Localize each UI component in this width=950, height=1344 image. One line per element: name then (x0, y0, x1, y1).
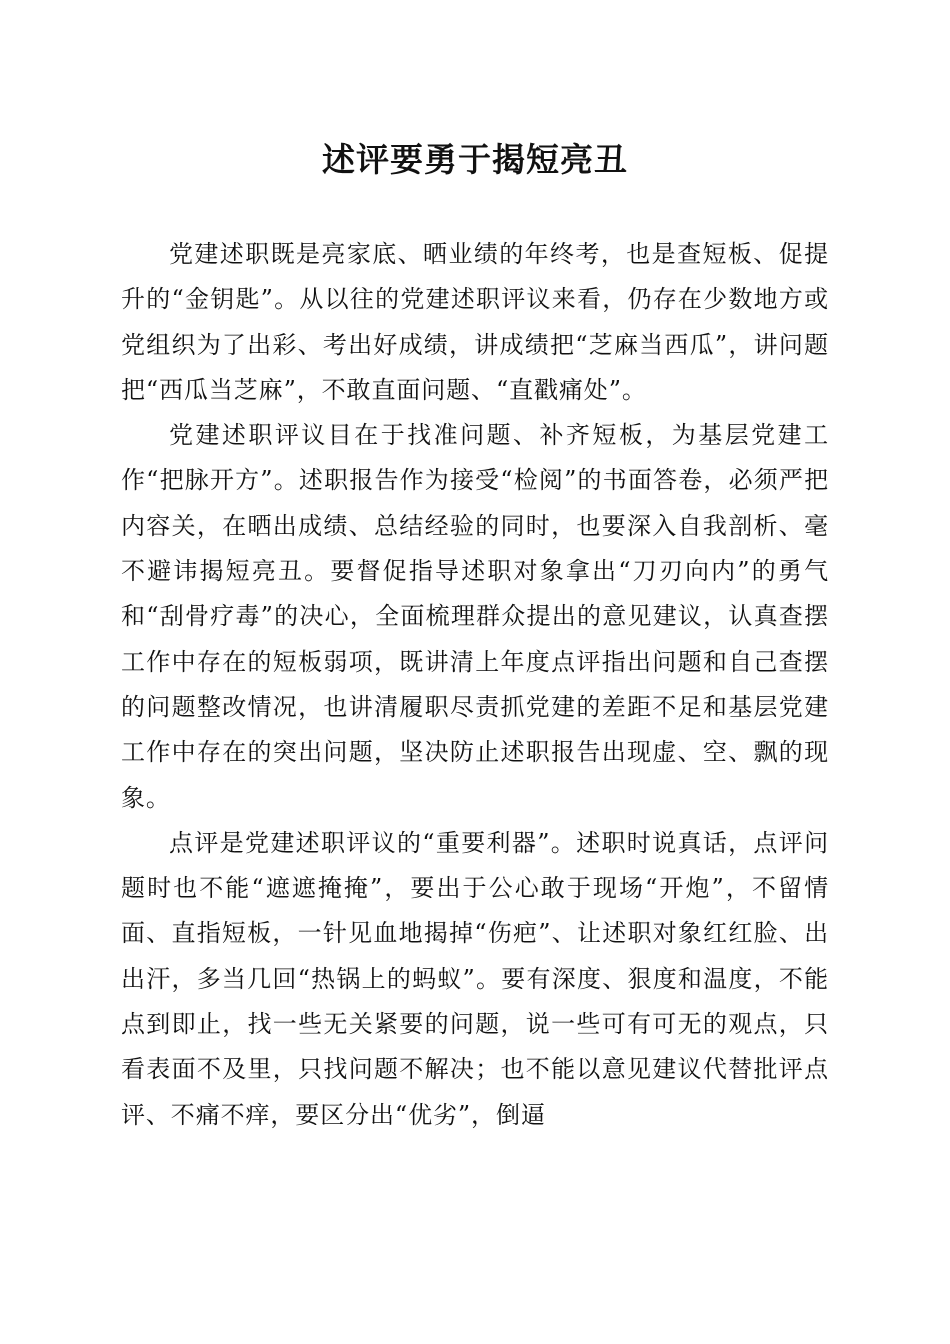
document-body (121, 232, 829, 1138)
paragraph-3: 点评是党建述职评议的“重要利器”。述职时说真话，点评问题时也不能“遮遮掩掩”，要出于公心敢于现场“开炮”，不留情面、直指短板，一针见血地揭掉“伤疤”、让述职对象红红脸、出出汗，多当几回“热锅上的蚂蚁”。要有深度、狠度和温度，不能点到即止，找一些无关紧要的问题，说一些可有可无的观点，只看表面不及里，只找问题不解决；也不能以意见建议代替批评点评、不痛不痒，要区分出“优劣”，倒逼 (121, 828, 829, 1129)
paragraph-2: 党建述职评议目在于找准问题、补齐短板，为基层党建工作“把脉开方”。述职报告作为接受“检阅”的书面答卷，必须严把内容关，在晒出成绩、总结经验的同时，也要深入自我剖析、毫不避讳揭短亮丑。要督促指导述职对象拿出“刀刃向内”的勇气和“刮骨疗毒”的决心，全面梳理群众提出的意见建议，认真查摆工作中存在的短板弱项，既讲清上年度点评指出问题和自己查摆的问题整改情况，也讲清履职尽责抓党建的差距不足和基层党建工作中存在的突出问题，坚决防止述职报告出现虚、空、飘的现象。 (121, 421, 829, 812)
paragraph-1: 党建述职既是亮家底、晒业绩的年终考，也是查短板、促提升的“金钥匙”。从以往的党建述职评议来看，仍存在少数地方或党组织为了出彩、考出好成绩，讲成绩把“芝麻当西瓜”，讲问题把“西瓜当芝麻”，不敢直面问题、“直戳痛处”。 (121, 240, 829, 404)
document-title: 述评要勇于揭短亮丑 (322, 140, 628, 179)
